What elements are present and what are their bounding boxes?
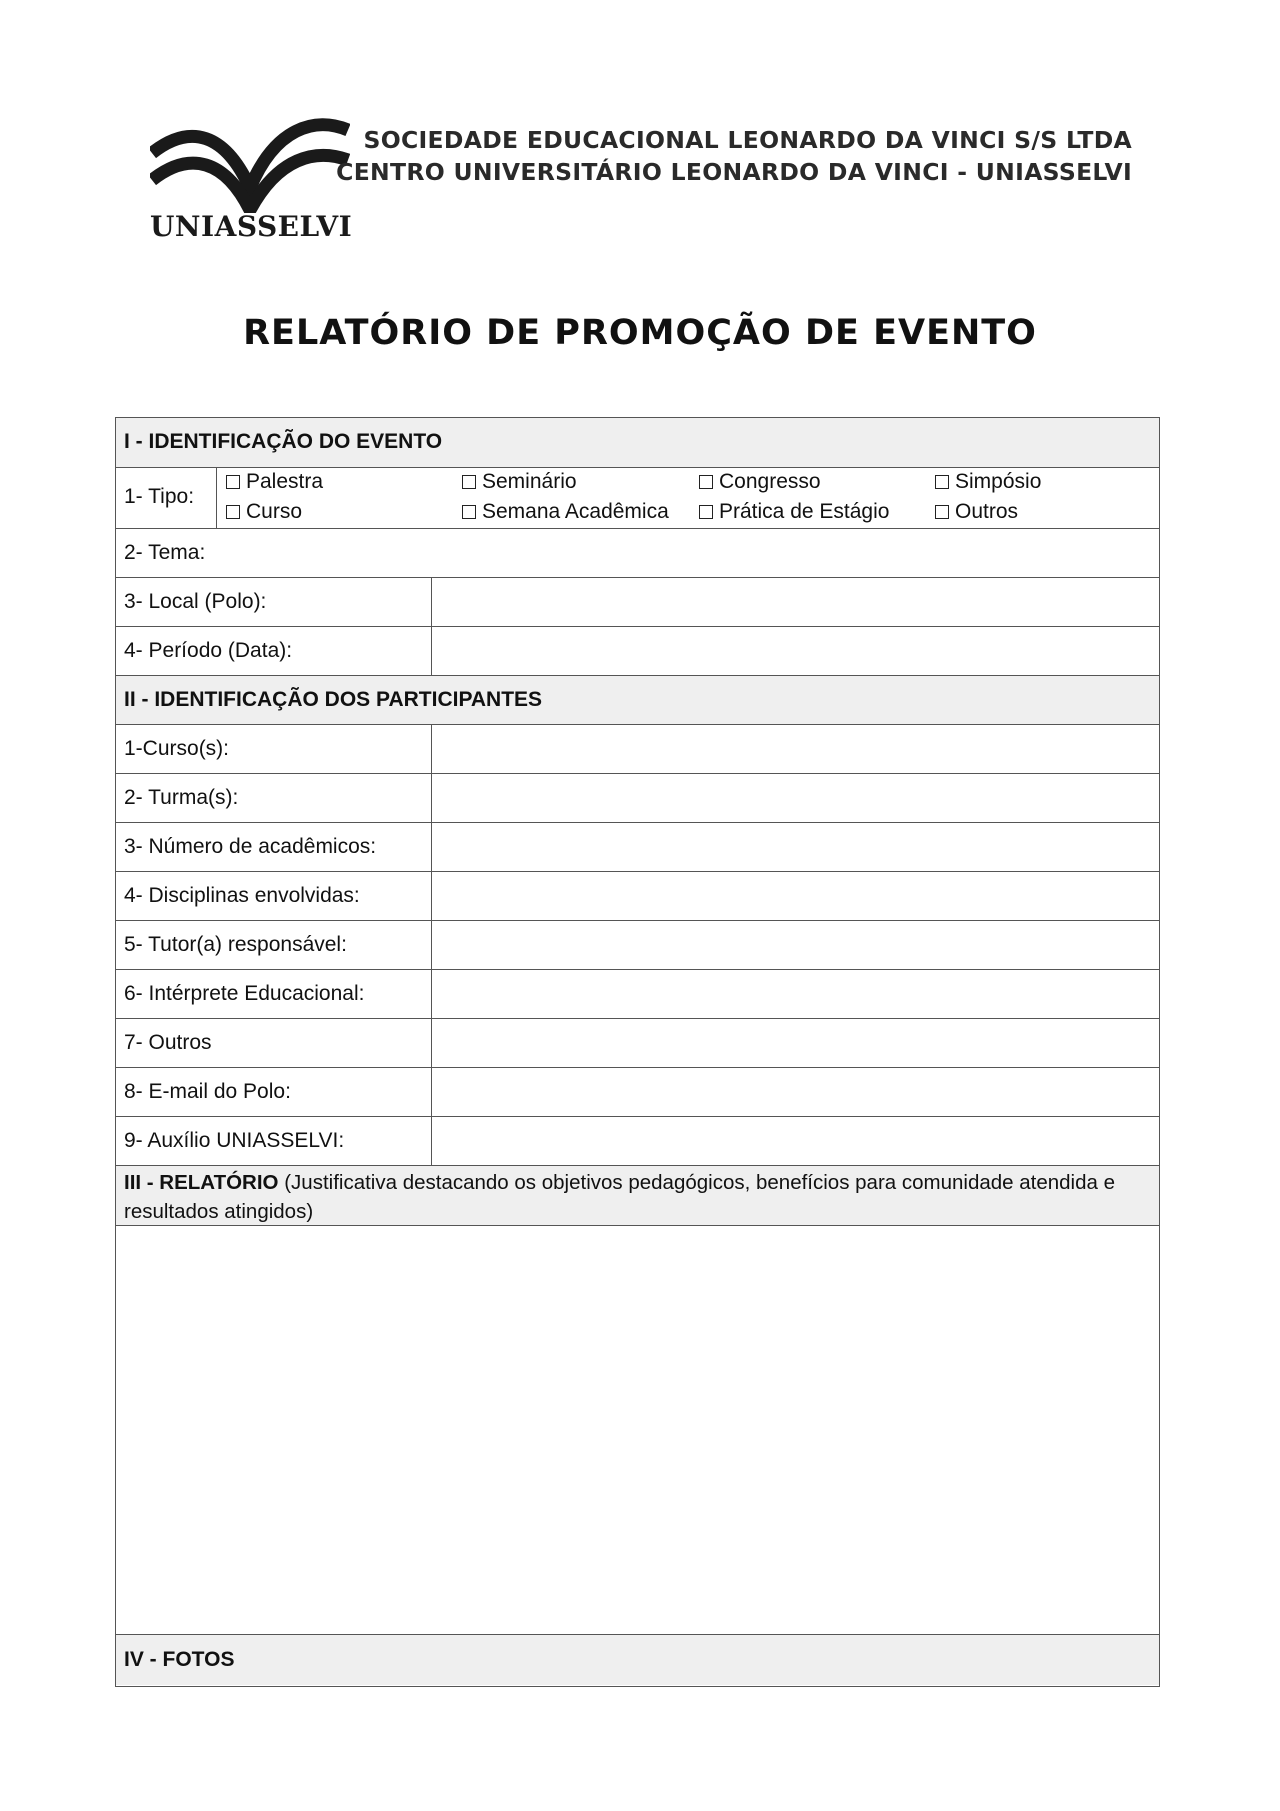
field-label: 5- Tutor(a) responsável: [124,933,347,956]
section-4-heading: IV - FOTOS [124,1648,235,1671]
logo-mark-icon [150,118,350,213]
checkbox-icon[interactable] [226,475,240,489]
option-simposio[interactable]: Simpósio [935,469,1041,495]
tema-row[interactable] [116,528,1159,577]
field-label: 4- Disciplinas envolvidas: [124,884,360,907]
section-4-header [116,1634,1159,1685]
section-3-header [116,1165,1159,1225]
field-label: 6- Intérprete Educacional: [124,982,365,1005]
field-label: 7- Outros [124,1031,212,1054]
field-row-outros [116,1018,1159,1067]
field-row-interprete [116,969,1159,1018]
checkbox-icon[interactable] [935,505,949,519]
turmas-field[interactable] [433,774,1159,822]
field-row-tutor [116,920,1159,969]
section-3-heading: III - RELATÓRIO [124,1171,279,1194]
field-label: 1-Curso(s): [124,737,230,760]
checkbox-icon[interactable] [935,475,949,489]
checkbox-icon[interactable] [462,505,476,519]
periodo-row [116,626,1159,675]
periodo-field[interactable] [433,627,1159,675]
section-2-heading: II - IDENTIFICAÇÃO DOS PARTICIPANTES [124,688,543,711]
field-row-email-polo [116,1067,1159,1116]
field-row-auxilio [116,1116,1159,1165]
option-seminario[interactable]: Seminário [462,469,577,495]
option-outros[interactable]: Outros [935,499,1018,525]
field-label: 3- Número de acadêmicos: [124,835,377,858]
outros-field[interactable] [433,1019,1159,1067]
field-row-disciplinas [116,871,1159,920]
logo-text: UNIASSELVI [150,210,353,243]
email-polo-field[interactable] [433,1068,1159,1116]
checkbox-icon[interactable] [462,475,476,489]
field-row-cursos [116,724,1159,773]
auxilio-field[interactable] [433,1117,1159,1165]
checkbox-icon[interactable] [226,505,240,519]
section-1-heading: I - IDENTIFICAÇÃO DO EVENTO [124,430,443,453]
tipo-label: 1- Tipo: [124,485,195,508]
field-label: 2- Turma(s): [124,786,239,809]
disciplinas-field[interactable] [433,872,1159,920]
periodo-label: 4- Período (Data): [124,639,293,662]
section-3-text [124,1168,1151,1226]
report-text-area[interactable] [116,1225,1159,1634]
option-pratica-de-estagio[interactable]: Prática de Estágio [699,499,889,525]
event-report-form [115,417,1160,1687]
uniasselvi-logo [150,118,353,248]
interprete-field[interactable] [433,970,1159,1018]
tutor-field[interactable] [433,921,1159,969]
section-1-header [116,418,1159,467]
section-3-description: (Justificativa destacando os objetivos pedagógicos, benefícios para comunidade atendida e resultados atingidos) [124,1171,1116,1223]
local-row [116,577,1159,626]
field-row-numero-academicos [116,822,1159,871]
field-row-turmas [116,773,1159,822]
option-curso[interactable]: Curso [226,499,302,525]
option-palestra[interactable]: Palestra [226,469,323,495]
field-label: 8- E-mail do Polo: [124,1080,291,1103]
local-label: 3- Local (Polo): [124,590,267,613]
page-title: RELATÓRIO DE PROMOÇÃO DE EVENTO [243,313,1037,353]
cursos-field[interactable] [433,725,1159,773]
local-field[interactable] [433,578,1159,626]
organization-names [336,124,1132,188]
org-line-2: CENTRO UNIVERSITÁRIO LEONARDO DA VINCI - UNIASSELVI [336,158,1132,186]
tipo-row [116,467,1159,528]
org-line-1: SOCIEDADE EDUCACIONAL LEONARDO DA VINCI S/S LTDA [363,126,1132,154]
option-congresso[interactable]: Congresso [699,469,821,495]
field-label: 9- Auxílio UNIASSELVI: [124,1129,345,1152]
checkbox-icon[interactable] [699,505,713,519]
option-semana-academica[interactable]: Semana Acadêmica [462,499,669,525]
section-2-header [116,675,1159,724]
checkbox-icon[interactable] [699,475,713,489]
numero-academicos-field[interactable] [433,823,1159,871]
tema-label: 2- Tema: [124,541,206,564]
